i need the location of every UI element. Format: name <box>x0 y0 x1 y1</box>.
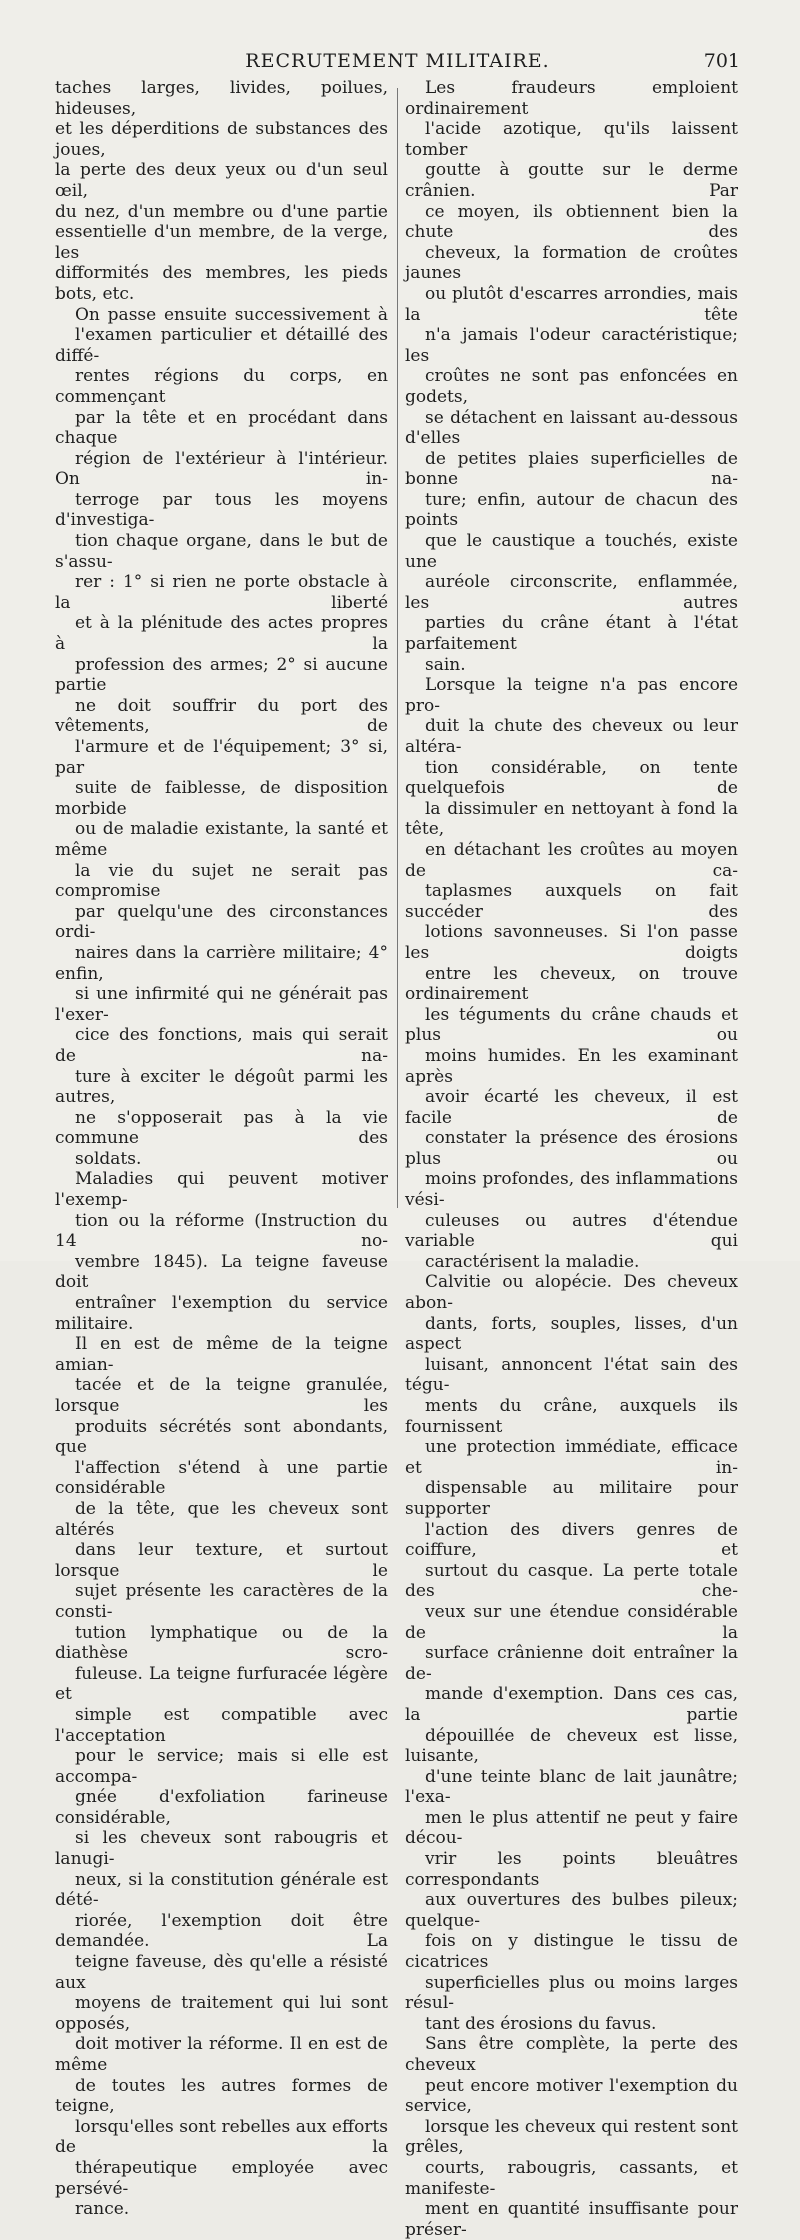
text-line: fois on y distingue le tissu de cicatrices <box>405 1931 738 1973</box>
text-line: croûtes ne sont pas enfoncées en godets, <box>405 366 738 407</box>
text-line: la perte des deux yeux ou d'un seul œil, <box>55 160 388 201</box>
text-line: neux, si la constitution générale est dété- <box>55 1869 388 1911</box>
text-line: tion considérable, on tente quelquefois de <box>405 757 738 799</box>
text-line: culeuses ou autres d'étendue variable qui <box>405 1210 738 1252</box>
text-line: ments du crâne, auxquels ils fournissent <box>405 1396 738 1437</box>
text-line: rentes régions du corps, en commençant <box>55 366 388 407</box>
text-line: ou plutôt d'escarres arrondies, mais la tête <box>405 283 738 325</box>
text-line: sujet présente les caractères de la consti- <box>55 1581 388 1622</box>
text-line: d'une teinte blanc de lait jaunâtre; l'exa- <box>405 1766 738 1808</box>
text-line: ne doit souffrir du port des vêtements, de <box>55 695 388 737</box>
paragraph <box>405 78 738 675</box>
paragraph <box>55 1169 388 2219</box>
text-line: cheveux, la formation de croûtes jaunes <box>405 242 738 284</box>
paragraph <box>405 675 738 1272</box>
text-line: vrir les points bleuâtres correspondants <box>405 1849 738 1890</box>
left-column <box>55 78 388 2220</box>
text-line: entre les cheveux, on trouve ordinairement <box>405 963 738 1005</box>
text-line: dépouillée de cheveux est lisse, luisante, <box>405 1725 738 1767</box>
text-line: riorée, l'exemption doit être demandée. La <box>55 1910 388 1952</box>
text-line: aux ouvertures des bulbes pileux; quelque- <box>405 1890 738 1931</box>
text-line: dans leur texture, et surtout lorsque le <box>55 1540 388 1581</box>
text-line: Calvitie ou alopécie. Des cheveux abon- <box>405 1272 738 1314</box>
text-line: peut encore motiver l'exemption du service, <box>405 2075 738 2117</box>
text-line: parties du crâne étant à l'état parfaitement <box>405 613 738 655</box>
text-line: profession des armes; 2° si aucune partie <box>55 654 388 696</box>
text-line: On passe ensuite successivement à <box>75 304 388 325</box>
text-line: n'a jamais l'odeur caractéristique; les <box>405 325 738 366</box>
text-line: suite de faiblesse, de disposition morbide <box>55 778 388 819</box>
text-line: et à la plénitude des actes propres à la <box>55 613 388 655</box>
text-line: tant des érosions du favus. <box>425 2013 657 2034</box>
text-line: teigne faveuse, dès qu'elle a résisté aux <box>55 1952 388 1993</box>
text-line: de toutes les autres formes de teigne, <box>55 2075 388 2117</box>
text-line: Il en est de même de la teigne amian- <box>55 1334 388 1375</box>
page-number: 701 <box>703 50 740 72</box>
text-line: du nez, d'un membre ou d'une partie <box>55 201 388 222</box>
text-line: superficielles plus ou moins larges résul- <box>405 1972 738 2014</box>
text-line: pour le service; mais si elle est accompa- <box>55 1746 388 1787</box>
text-line: Lorsque la teigne n'a pas encore pro- <box>405 675 738 716</box>
text-line: dispensable au militaire pour supporter <box>405 1478 738 1519</box>
text-line: une protection immédiate, efficace et in- <box>405 1437 738 1478</box>
paragraph <box>405 2034 738 2240</box>
text-line: en détachant les croûtes au moyen de ca- <box>405 839 738 881</box>
text-line: taches larges, livides, poilues, hideuses, <box>55 78 388 119</box>
text-line: ment en quantité insuffisante pour préser- <box>405 2199 738 2240</box>
text-line: constater la présence des érosions plus ou <box>405 1128 738 1169</box>
text-line: tution lymphatique ou de la diathèse scro- <box>55 1622 388 1664</box>
text-line: rance. <box>75 2199 130 2220</box>
text-line: courts, rabougris, cassants, et manifeste- <box>405 2157 738 2199</box>
text-line: la vie du sujet ne serait pas compromise <box>55 860 388 902</box>
text-line: dants, forts, souples, lisses, d'un aspect <box>405 1313 738 1355</box>
text-line: terroge par tous les moyens d'investiga- <box>55 489 388 531</box>
text-line: ou de maladie existante, la santé et même <box>55 819 388 860</box>
text-line: auréole circonscrite, enflammée, les autres <box>405 572 738 613</box>
text-line: difformités des membres, les pieds bots, etc. <box>55 263 388 304</box>
text-line: soldats. <box>75 1148 142 1169</box>
text-line: caractérisent la maladie. <box>425 1251 640 1272</box>
text-line: l'action des divers genres de coiffure, et <box>405 1519 738 1561</box>
text-line: se détachent en laissant au-dessous d'elles <box>405 407 738 449</box>
text-line: l'examen particulier et détaillé des diffé- <box>55 325 388 366</box>
text-line: sain. <box>425 654 466 675</box>
text-line: ce moyen, ils obtiennent bien la chute des <box>405 201 738 243</box>
text-line: avoir écarté les cheveux, il est facile de <box>405 1087 738 1128</box>
text-line: simple est compatible avec l'acceptation <box>55 1704 388 1746</box>
text-line: la dissimuler en nettoyant à fond la tête, <box>405 798 738 840</box>
text-line: si les cheveux sont rabougris et lanugi- <box>55 1828 388 1870</box>
text-line: lorsque les cheveux qui restent sont grêles, <box>405 2116 738 2158</box>
text-line: thérapeutique employée avec persévé- <box>55 2157 388 2199</box>
text-line: surtout du casque. La perte totale des che- <box>405 1560 738 1602</box>
text-line: moins humides. En les examinant après <box>405 1045 738 1087</box>
text-line: doit motiver la réforme. Il en est de même <box>55 2034 388 2075</box>
text-line: entraîner l'exemption du service militaire. <box>55 1293 388 1334</box>
text-line: duit la chute des cheveux ou leur altéra- <box>405 716 738 757</box>
paragraph <box>405 1272 738 2034</box>
text-line: naires dans la carrière militaire; 4° enfin, <box>55 942 388 984</box>
text-line: surface crânienne doit entraîner la de- <box>405 1643 738 1684</box>
text-line: lorsqu'elles sont rebelles aux efforts de la <box>55 2116 388 2158</box>
text-line: tacée et de la teigne granulée, lorsque les <box>55 1375 388 1416</box>
text-line: et les déperditions de substances des joues, <box>55 119 388 160</box>
text-line: ture à exciter le dégoût parmi les autres, <box>55 1066 388 1108</box>
text-line: cice des fonctions, mais qui serait de na- <box>55 1025 388 1066</box>
text-line: de petites plaies superficielles de bonne na- <box>405 448 738 490</box>
text-line: tion chaque organe, dans le but de s'assu- <box>55 531 388 572</box>
text-line: moins profondes, des inflammations vési- <box>405 1169 738 1211</box>
running-title: RECRUTEMENT MILITAIRE. <box>245 50 550 72</box>
text-line: produits sécrétés sont abondants, que <box>55 1416 388 1458</box>
text-line: l'acide azotique, qu'ils laissent tomber <box>405 119 738 160</box>
text-line: par quelqu'une des circonstances ordi- <box>55 901 388 943</box>
text-line: Les fraudeurs emploient ordinairement <box>405 78 738 119</box>
text-line: l'affection s'étend à une partie considérable <box>55 1457 388 1499</box>
text-line: région de l'extérieur à l'intérieur. On in- <box>55 448 388 490</box>
right-column <box>405 78 738 2240</box>
text-line: goutte à goutte sur le derme crânien. Par <box>405 160 738 201</box>
text-line: Maladies qui peuvent motiver l'exemp- <box>55 1169 388 1211</box>
text-line: mande d'exemption. Dans ces cas, la partie <box>405 1684 738 1725</box>
text-line: essentielle d'un membre, de la verge, les <box>55 222 388 263</box>
text-line: veux sur une étendue considérable de la <box>405 1601 738 1643</box>
text-line: de la tête, que les cheveux sont altérés <box>55 1498 388 1540</box>
paragraph <box>55 78 388 305</box>
text-line: si une infirmité qui ne générait pas l'exer- <box>55 984 388 1025</box>
column-divider <box>397 88 398 1208</box>
text-line: ne s'opposerait pas à la vie commune des <box>55 1107 388 1149</box>
text-line: taplasmes auxquels on fait succéder des <box>405 881 738 922</box>
text-line: tion ou la réforme (Instruction du 14 no- <box>55 1210 388 1252</box>
text-line: men le plus attentif ne peut y faire décou- <box>405 1807 738 1849</box>
text-line: luisant, annoncent l'état sain des tégu- <box>405 1354 738 1396</box>
paragraph <box>55 305 388 1170</box>
text-line: ture; enfin, autour de chacun des points <box>405 489 738 531</box>
text-line: l'armure et de l'équipement; 3° si, par <box>55 737 388 778</box>
running-header <box>55 50 740 76</box>
text-line: vembre 1845). La teigne faveuse doit <box>55 1251 388 1293</box>
text-line: lotions savonneuses. Si l'on passe les doigts <box>405 922 738 963</box>
text-line: rer : 1° si rien ne porte obstacle à la liberté <box>55 572 388 613</box>
text-line: moyens de traitement qui lui sont opposés, <box>55 1993 388 2034</box>
text-line: Sans être complète, la perte des cheveux <box>405 2034 738 2075</box>
text-line: par la tête et en procédant dans chaque <box>55 407 388 449</box>
text-line: les téguments du crâne chauds et plus ou <box>405 1004 738 1046</box>
text-line: que le caustique a touchés, existe une <box>405 531 738 572</box>
text-line: gnée d'exfoliation farineuse considérable, <box>55 1787 388 1828</box>
text-line: fuleuse. La teigne furfuracée légère et <box>55 1663 388 1705</box>
